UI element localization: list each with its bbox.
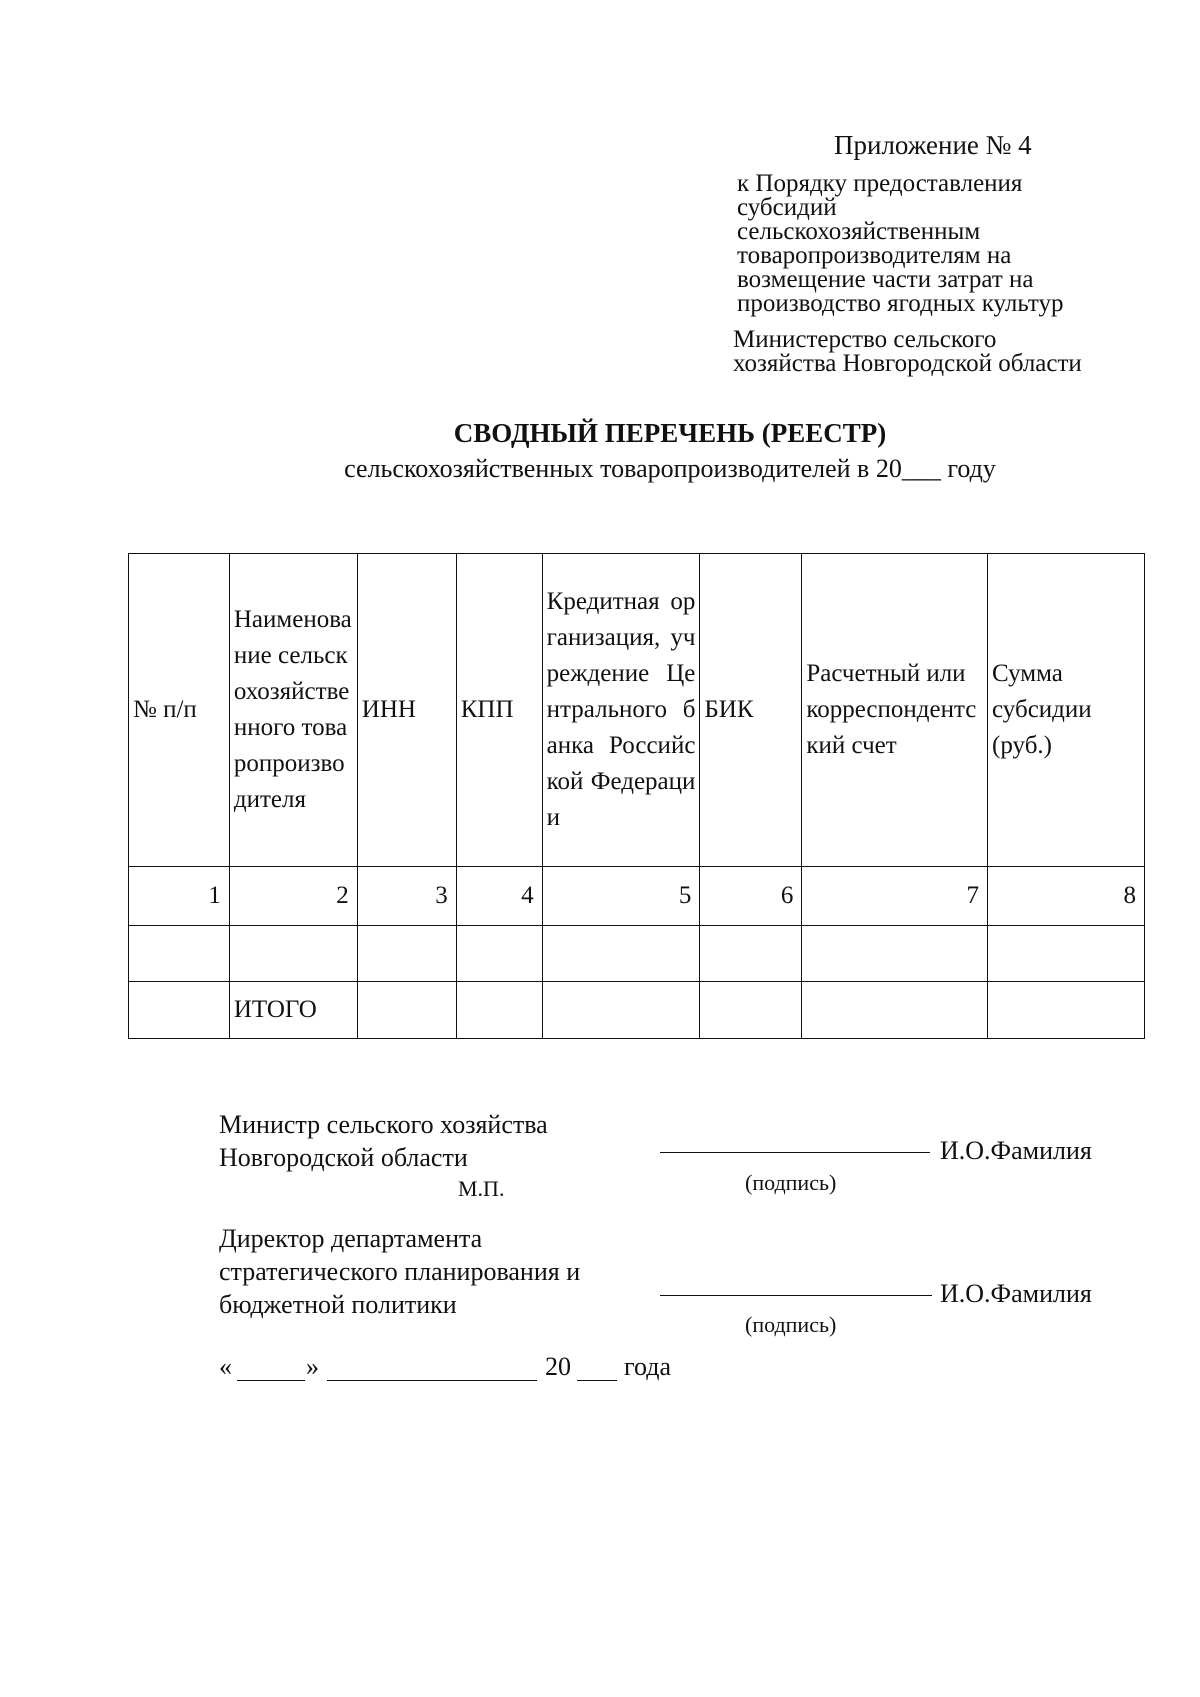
appendix-line: субсидий — [737, 194, 837, 221]
column-number: 4 — [456, 867, 542, 926]
table-header-row — [129, 554, 1145, 867]
appendix-number: Приложение № 4 — [834, 130, 1032, 160]
header-cell-name: Наименование сельскохозяйственного товаропроизводителя — [229, 554, 357, 867]
date-suffix: года — [624, 1352, 672, 1381]
signature-line — [660, 1295, 932, 1296]
stamp-label: М.П. — [458, 1176, 505, 1201]
total-label: ИТОГО — [229, 982, 357, 1039]
date-day-line — [237, 1380, 305, 1381]
date-month-line — [327, 1380, 537, 1381]
column-number: 8 — [988, 867, 1145, 926]
director-line: стратегического планирования и — [219, 1257, 581, 1286]
director-line: бюджетной политики — [219, 1290, 457, 1319]
column-numbers-row — [129, 867, 1145, 926]
minister-title — [219, 1108, 548, 1174]
appendix-reference — [737, 172, 1063, 316]
ministry-name — [733, 328, 1082, 376]
signature-caption: (подпись) — [745, 1312, 837, 1337]
appendix-line: производство ягодных культур — [737, 290, 1064, 317]
appendix-line: сельскохозяйственным — [737, 218, 981, 245]
date-year-line — [577, 1380, 617, 1381]
date-open-quote: « — [219, 1352, 232, 1381]
appendix-line: товаропроизводителям на — [737, 242, 1012, 269]
date-close-quote: » — [306, 1352, 319, 1381]
column-number: 7 — [802, 867, 988, 926]
director-line: Директор департамента — [219, 1224, 483, 1253]
registry-table — [128, 553, 1145, 1039]
appendix-line: к Порядку предоставления — [737, 170, 1023, 197]
header-cell-credit-org: Кредитная организация, учреждение Центрального банка Российской Федерации — [542, 554, 700, 867]
column-number: 1 — [129, 867, 230, 926]
column-number: 2 — [229, 867, 357, 926]
ministry-line: Министерство сельского — [733, 326, 997, 353]
signature-caption: (подпись) — [745, 1170, 837, 1195]
header-cell-number: № п/п — [129, 554, 230, 867]
header-cell-sum: Сумма субсидии (руб.) — [988, 554, 1145, 867]
header-cell-inn: ИНН — [357, 554, 456, 867]
minister-line: Новгородской области — [219, 1143, 468, 1172]
date-year: 20 — [545, 1352, 571, 1381]
signature-line — [660, 1152, 930, 1153]
header-cell-bik: БИК — [700, 554, 802, 867]
document-subtitle: сельскохозяйственных товаропроизводителей в 20___ году — [344, 454, 996, 483]
column-number: 3 — [357, 867, 456, 926]
column-number: 5 — [542, 867, 700, 926]
ministry-line: хозяйства Новгородской области — [733, 350, 1082, 377]
header-cell-kpp: КПП — [456, 554, 542, 867]
signatory-name: И.О.Фамилия — [940, 1136, 1092, 1165]
signatory-name: И.О.Фамилия — [940, 1279, 1092, 1308]
minister-line: Министр сельского хозяйства — [219, 1110, 548, 1139]
header-cell-account: Расчетный или корреспондентский счет — [802, 554, 988, 867]
appendix-line: возмещение части затрат на — [737, 266, 1034, 293]
total-row — [129, 982, 1145, 1039]
director-title — [219, 1222, 580, 1321]
document-title: СВОДНЫЙ ПЕРЕЧЕНЬ (РЕЕСТР) — [453, 418, 887, 448]
column-number: 6 — [700, 867, 802, 926]
table-row — [129, 926, 1145, 982]
